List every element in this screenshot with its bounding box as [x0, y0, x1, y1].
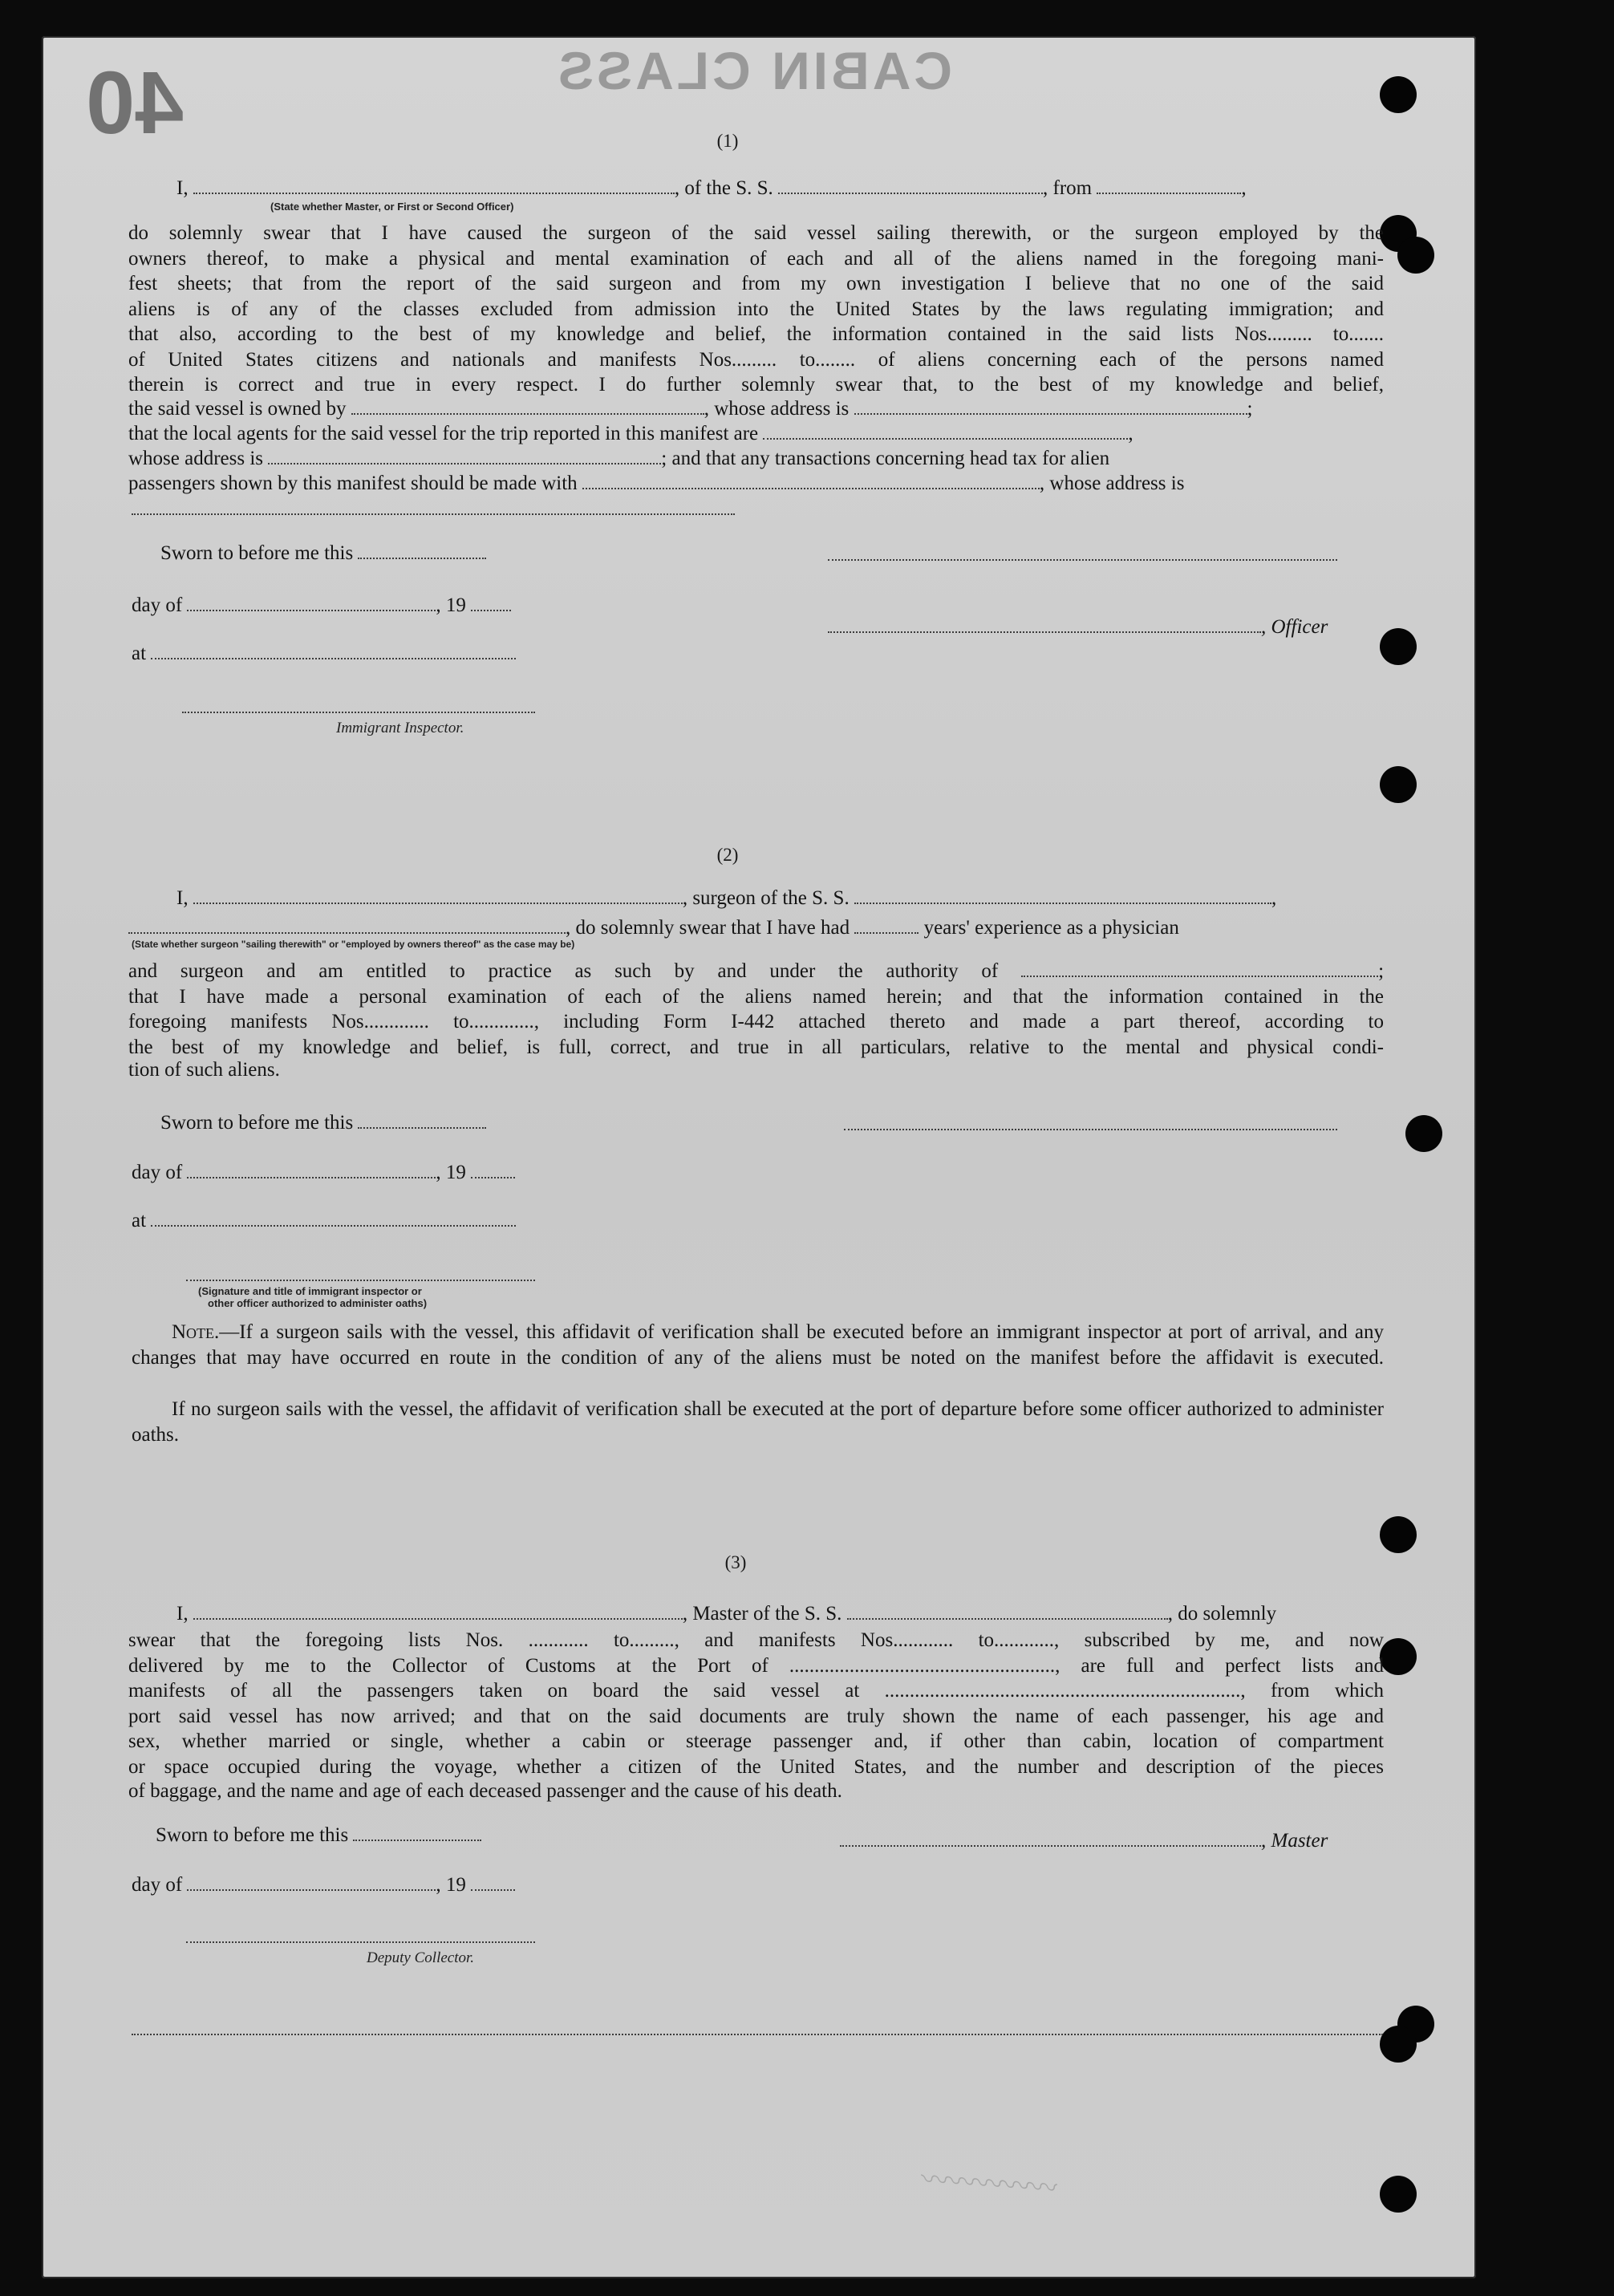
section-1-at-line: at	[132, 642, 516, 666]
punch-hole	[1380, 628, 1417, 665]
section-1-inspector-label: Immigrant Inspector.	[336, 720, 464, 736]
section-1-number: (1)	[716, 131, 739, 151]
section-3-number: (3)	[724, 1552, 747, 1572]
punch-hole	[1380, 2026, 1417, 2063]
section-1-note: (State whether Master, or First or Second Officer)	[270, 201, 514, 213]
section-1-body: do solemnly swear that I have caused the surgeon of the said vessel sailing therewith, or the surgeon employed by the owners thereof, to make a physical and mental examination of each and all of the aliens named in the foregoing mani- fest sheets; that from the report of the said surgeon and from my own investigation I believe that no one of the said aliens is of any of the classes excluded from admission into the United States by the laws regulating immigration; and that also, according to the best of my knowledge and belief, the information contained in the said lists Nos......... to....... of United States citizens and nationals and manifests Nos......... to........ of aliens concerning each of the persons named therein is correct and true in every respect. I do further solemnly swear that, to the best of my knowledge and belief,	[128, 222, 1384, 396]
punch-hole	[1380, 1638, 1417, 1675]
section-2-day-line: day of , 19	[132, 1161, 515, 1185]
section-1-owned-line: the said vessel is owned by , whose address is ;	[128, 398, 1253, 420]
section-3-oath-line: I, , Master of the S. S. , do solemnly	[176, 1603, 1277, 1625]
section-2-number: (2)	[716, 845, 739, 865]
section-2-inspector-signature-blank	[186, 1280, 535, 1281]
section-1-whose-line: whose address is ; and that any transactions concerning head tax for alien	[128, 448, 1110, 469]
section-3-sworn-line: Sworn to before me this	[156, 1823, 481, 1848]
section-2-sig-note-2: other officer authorized to administer oaths)	[208, 1297, 428, 1309]
section-1-sworn-line: Sworn to before me this	[160, 542, 486, 566]
bleed-through-handwriting: 〰〰〰〰〰	[923, 2165, 1061, 2205]
section-1-passengers-line: passengers shown by this manifest should be made with , whose address is	[128, 473, 1185, 494]
section-3-body-last: of baggage, and the name and age of each deceased passenger and the cause of his death.	[128, 1780, 842, 1802]
punch-hole	[1380, 2176, 1417, 2213]
section-1-address-blank	[132, 513, 735, 515]
page-number-stamp: 40	[86, 54, 185, 152]
punch-hole	[1380, 76, 1417, 113]
section-2-at-line: at	[132, 1209, 516, 1233]
bottom-rule	[132, 2034, 1383, 2035]
section-2-body-last: tion of such aliens.	[128, 1059, 280, 1081]
section-2-note-paragraph: Note.—If a surgeon sails with the vessel, this affidavit of verification shall be executed before an immigrant inspector at port of arrival, and any changes that may have occurred en route in the condition of any of the aliens must be noted on the manifest before the affidavit is executed.	[132, 1321, 1384, 1369]
punch-hole	[1397, 237, 1434, 274]
manifest-page	[42, 36, 1476, 2278]
section-2-experience-line: , do solemnly swear that I have had years' experience as a physician	[128, 916, 1179, 940]
section-2-note-paragraph-2: If no surgeon sails with the vessel, the affidavit of verification shall be executed at the port of departure before some officer authorized to administer oaths.	[132, 1398, 1384, 1446]
section-2-sworn-line: Sworn to before me this	[160, 1111, 486, 1135]
section-1-officer-line: , Officer	[828, 615, 1328, 639]
section-2-sig-note-1: (Signature and title of immigrant inspector or	[198, 1285, 422, 1297]
section-1-inspector-signature-blank	[182, 712, 535, 713]
cabin-class-stamp: CABIN CLASS	[555, 41, 953, 100]
section-3-body: swear that the foregoing lists Nos. ............ to........., and manifests Nos............ to............, subscribed by me, and now delivered by me to the Collector of Customs at the Port of ....................................................., are full and perfect lists and manifests of all the passengers taken on board the said vessel at ......................................................................., from which port said vessel has now arrived; and that on the said documents are truly shown the name of each passenger, his age and sex, whether married or single, whether a cabin or steerage passenger and, if other than cabin, location of compartment or space occupied during the voyage, whether a citizen of the United States, and the number and description of the pieces	[128, 1629, 1384, 1778]
section-1-officer-signature-blank	[828, 559, 1337, 561]
punch-hole	[1380, 766, 1417, 803]
section-1-oath-line: I, , of the S. S. , from ,	[176, 177, 1247, 199]
section-3-day-line: day of , 19	[132, 1873, 515, 1897]
section-2-body: and surgeon and am entitled to practice as such by and under the authority of ; that I have made a personal examination of each of the aliens named herein; and that the information contained in the foregoing manifests Nos............. to............., including Form I-442 attached thereto and made a part thereof, according to the best of my knowledge and belief, is full, correct, and true in all particulars, relative to the mental and physical condi-	[128, 960, 1385, 1058]
section-2-note: (State whether surgeon "sailing therewith" or "employed by owners thereof" as the case may be)	[132, 939, 575, 950]
section-3-collector-label: Deputy Collector.	[367, 1949, 475, 1966]
section-3-master-line: , Master	[840, 1829, 1328, 1853]
section-3-collector-signature-blank	[186, 1941, 535, 1943]
punch-hole	[1380, 1516, 1417, 1553]
punch-hole	[1405, 1115, 1442, 1152]
section-1-day-line: day of , 19	[132, 594, 511, 618]
section-2-oath-line: I, , surgeon of the S. S. ,	[176, 887, 1277, 909]
section-2-signature-blank	[844, 1129, 1337, 1130]
section-1-agents-line: that the local agents for the said vessel for the trip reported in this manifest are ,	[128, 423, 1133, 444]
